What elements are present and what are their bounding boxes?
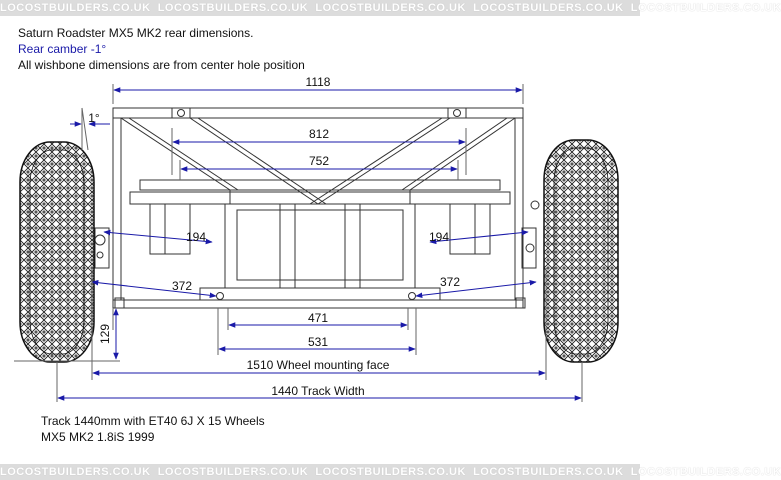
left-hub-bolt [95, 235, 105, 245]
footer-line-2: MX5 MK2 1.8iS 1999 [41, 430, 155, 444]
mid-rail [140, 180, 500, 190]
diff-centre-box [280, 204, 360, 288]
label-camber-angle: 1° [88, 111, 100, 125]
label-372-right: 372 [439, 275, 461, 289]
centre-x-brace-right [318, 118, 450, 204]
right-tyre [544, 140, 618, 362]
label-track-width: 1440 Track Width [271, 384, 365, 398]
watermark-band-top: LOCOSTBUILDERS.CO.UK LOCOSTBUILDERS.CO.UK LOCOSTBUILDERS.CO.UK LOCOSTBUILDERS.CO.UK LOCOSTBUILDERS.CO.UK [0, 2, 781, 14]
upper-pivot-right [454, 110, 461, 117]
lower-frame-rail [200, 288, 440, 300]
label-frame-width: 1118 [305, 75, 331, 89]
label-194-left: 194 [185, 230, 207, 244]
lower-pivot-left [217, 293, 224, 300]
upper-cross-member [113, 108, 523, 118]
right-frame-post [515, 118, 523, 300]
dim-line-372-left [92, 282, 216, 296]
left-tyre [20, 142, 94, 362]
left-upright-bracket [150, 204, 190, 254]
lower-cross-member [113, 300, 523, 308]
label-531: 531 [307, 335, 329, 349]
right-diagonal-brace [410, 118, 515, 204]
lower-pivot-right [409, 293, 416, 300]
label-wheel-face: 1510 Wheel mounting face [246, 358, 390, 372]
right-damper-eye [531, 201, 539, 209]
label-471: 471 [307, 311, 329, 325]
camber-note: Rear camber -1° [18, 42, 107, 56]
label-372-left: 372 [171, 279, 193, 293]
drawing-title: Saturn Roadster MX5 MK2 rear dimensions. [18, 26, 254, 40]
differential-housing [225, 204, 415, 288]
left-frame-post [113, 118, 121, 300]
watermark-band-bottom: LOCOSTBUILDERS.CO.UK LOCOSTBUILDERS.CO.UK LOCOSTBUILDERS.CO.UK LOCOSTBUILDERS.CO.UK LOCOSTBUILDERS.CO.UK [0, 466, 781, 478]
right-upright-bracket [450, 204, 490, 254]
label-752: 752 [308, 154, 330, 168]
left-diagonal-brace [121, 118, 230, 204]
label-812: 812 [308, 127, 330, 141]
centre-x-brace-left [190, 118, 318, 204]
watermark-text: LOCOSTBUILDERS.CO.UK [0, 2, 151, 14]
label-194-right: 194 [428, 230, 450, 244]
wishbone-note: All wishbone dimensions are from center hole position [18, 58, 305, 72]
label-ride-height: 129 [98, 323, 112, 345]
dim-line-372-right [416, 282, 536, 296]
right-hub-bolt [526, 244, 534, 252]
upper-pivot-left [178, 110, 185, 117]
left-hub-carrier [95, 228, 109, 268]
footer-line-1: Track 1440mm with ET40 6J X 15 Wheels [41, 414, 265, 428]
